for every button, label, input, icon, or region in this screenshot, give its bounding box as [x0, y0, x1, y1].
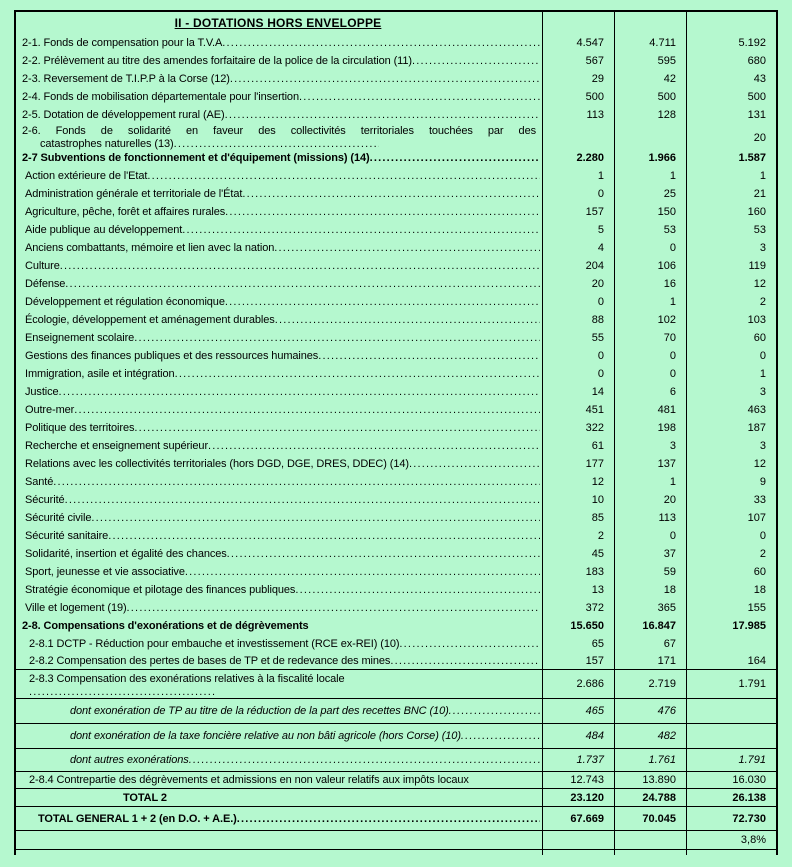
value-cell: 53 — [614, 221, 686, 239]
row-label: Solidarité, insertion et égalité des chances ..... — [16, 545, 542, 563]
value-cell: 157 — [542, 652, 614, 669]
value-cell: 0 — [542, 365, 614, 383]
value-cell: 20 — [542, 275, 614, 293]
dot-leader — [295, 584, 540, 596]
dot-leader — [370, 152, 540, 164]
row-label: Sport, jeunesse et vie associative ..... — [16, 563, 542, 581]
dot-leader — [399, 638, 540, 650]
dot-leader — [59, 386, 540, 398]
value-cell: 20 — [686, 124, 776, 151]
row-label: 2-8.3 Compensation des exonérations relatives à la fiscalité locale ..... — [16, 670, 542, 698]
value-cell: 451 — [542, 401, 614, 419]
value-cell: 53 — [686, 221, 776, 239]
row-label: TOTAL 2 — [123, 791, 167, 804]
value-cell: 0 — [614, 347, 686, 365]
table-row — [16, 509, 776, 527]
table-row — [16, 365, 776, 383]
table-row — [16, 311, 776, 329]
table-row — [16, 185, 776, 203]
value-cell: 0 — [542, 293, 614, 311]
value-cell: 1.791 — [686, 749, 776, 771]
table-row — [16, 419, 776, 437]
value-cell: 13.890 — [614, 772, 686, 788]
value-cell: 0 — [614, 239, 686, 257]
table-row — [16, 599, 776, 617]
value-cell: 500 — [542, 88, 614, 106]
value-cell: 1 — [686, 167, 776, 185]
value-cell: 465 — [542, 699, 614, 723]
row-label: Agriculture, pêche, forêt et affaires rurales ..... — [16, 203, 542, 221]
dot-leader — [134, 332, 540, 344]
table-row — [16, 203, 776, 221]
section-title: II - DOTATIONS HORS ENVELOPPE — [174, 16, 382, 30]
value-cell: 43 — [686, 70, 776, 88]
value-cell: 60 — [686, 563, 776, 581]
table-row — [16, 34, 776, 52]
value-cell: 3 — [614, 437, 686, 455]
value-cell: 61 — [542, 437, 614, 455]
value-cell: 1 — [614, 293, 686, 311]
row-label: Action extérieure de l'Etat ..... — [16, 167, 542, 185]
value-cell: 164 — [686, 652, 776, 669]
row-label: Gestions des finances publiques et des ressources humaines ..... — [16, 347, 542, 365]
dot-leader — [230, 73, 540, 85]
value-cell: 2 — [686, 545, 776, 563]
dot-leader — [461, 730, 540, 742]
value-cell: 85 — [542, 509, 614, 527]
row-label: 2-6. Fonds de solidarité en faveur des collectivités territoriales touchées par des catastrophes naturelles (13) ..... — [16, 124, 542, 151]
value-cell — [686, 724, 776, 748]
row-label: Sécurité civile ..... — [16, 509, 542, 527]
dot-leader — [449, 705, 540, 717]
value-cell: 137 — [614, 455, 686, 473]
value-cell: 20 — [614, 491, 686, 509]
table-row — [16, 788, 776, 806]
stub-cell — [542, 850, 614, 855]
value-cell: 1 — [614, 167, 686, 185]
value-cell: 481 — [614, 401, 686, 419]
value-cell: 60 — [686, 329, 776, 347]
value-cell: 12 — [686, 275, 776, 293]
table-row — [16, 52, 776, 70]
value-cell: 5.192 — [686, 34, 776, 52]
dot-leader — [182, 224, 540, 236]
dot-leader — [208, 440, 540, 452]
stub-cell — [614, 850, 686, 855]
table-row — [16, 830, 776, 849]
row-label: Écologie, développement et aménagement durables ..... — [16, 311, 542, 329]
value-cell: 365 — [614, 599, 686, 617]
row-label: 2-4. Fonds de mobilisation départementale pour l'insertion ..... — [16, 88, 542, 106]
row-label: Défense ..... — [16, 275, 542, 293]
dot-leader — [127, 602, 540, 614]
stub-cell — [16, 850, 542, 855]
value-cell: 204 — [542, 257, 614, 275]
table-row — [16, 437, 776, 455]
row-label: Relations avec les collectivités territoriales (hors DGD, DGE, DRES, DDEC) (14) ..... — [16, 455, 542, 473]
dot-leader — [237, 813, 540, 825]
dot-leader — [222, 37, 540, 49]
row-label — [16, 831, 542, 849]
value-cell: 482 — [614, 724, 686, 748]
value-cell: 4.711 — [614, 34, 686, 52]
value-cell: 4.547 — [542, 34, 614, 52]
value-cell: 2.719 — [614, 670, 686, 698]
table-row — [16, 455, 776, 473]
dot-leader — [65, 278, 540, 290]
value-cell: 13 — [542, 581, 614, 599]
value-cell: 113 — [542, 106, 614, 124]
value-cell: 45 — [542, 545, 614, 563]
value-cell: 10 — [542, 491, 614, 509]
value-cell: 16 — [614, 275, 686, 293]
table-row — [16, 545, 776, 563]
value-cell: 16.030 — [686, 772, 776, 788]
value-cell — [614, 124, 686, 151]
value-cell: 55 — [542, 329, 614, 347]
value-cell: 6 — [614, 383, 686, 401]
value-cell: 155 — [686, 599, 776, 617]
table-row — [16, 347, 776, 365]
value-cell: 4 — [542, 239, 614, 257]
value-cell: 26.138 — [686, 789, 776, 806]
dot-leader — [189, 754, 540, 766]
row-label: dont exonération de la taxe foncière relative au non bâti agricole (hors Corse) (10) ..... — [16, 724, 542, 748]
value-cell: 33 — [686, 491, 776, 509]
value-cell: 0 — [614, 527, 686, 545]
table-row — [16, 473, 776, 491]
dot-leader — [225, 206, 540, 218]
value-cell — [686, 635, 776, 652]
value-cell: 15.650 — [542, 617, 614, 635]
value-cell: 29 — [542, 70, 614, 88]
row-label: 2-2. Prélèvement au titre des amendes forfaitaire de la police de la circulation (11) ..... — [16, 52, 542, 70]
value-cell: 463 — [686, 401, 776, 419]
value-cell: 1.791 — [686, 670, 776, 698]
value-cell: 119 — [686, 257, 776, 275]
value-cell: 3 — [686, 437, 776, 455]
table-row — [16, 698, 776, 723]
row-label: dont autres exonérations ..... — [16, 749, 542, 771]
dot-leader — [91, 512, 540, 524]
value-cell: 14 — [542, 383, 614, 401]
table-row — [16, 293, 776, 311]
value-cell: 1 — [614, 473, 686, 491]
table-row — [16, 257, 776, 275]
table-row — [16, 88, 776, 106]
value-cell: 103 — [686, 311, 776, 329]
table-row — [16, 527, 776, 545]
table-row — [16, 491, 776, 509]
value-cell: 157 — [542, 203, 614, 221]
table-row — [16, 12, 776, 34]
value-cell — [542, 12, 614, 34]
value-cell: 9 — [686, 473, 776, 491]
value-cell: 42 — [614, 70, 686, 88]
dot-leader — [60, 260, 540, 272]
row-label: Outre-mer ..... — [16, 401, 542, 419]
table-bottom-stub — [16, 849, 776, 855]
table-row — [16, 239, 776, 257]
row-label: dont exonération de TP au titre de la réduction de la part des recettes BNC (10) ..... — [16, 699, 542, 723]
value-cell: 0 — [686, 347, 776, 365]
dot-leader — [175, 368, 540, 380]
value-cell: 500 — [686, 88, 776, 106]
value-cell: 567 — [542, 52, 614, 70]
row-label: Sécurité sanitaire ..... — [16, 527, 542, 545]
value-cell: 12 — [542, 473, 614, 491]
dot-leader — [29, 686, 215, 698]
row-label: 2-8. Compensations d'exonérations et de dégrèvements — [22, 620, 309, 632]
value-cell: 59 — [614, 563, 686, 581]
dot-leader — [53, 476, 540, 488]
value-cell: 500 — [614, 88, 686, 106]
value-cell: 150 — [614, 203, 686, 221]
value-cell: 1 — [686, 365, 776, 383]
value-cell: 372 — [542, 599, 614, 617]
row-label: Santé ..... — [16, 473, 542, 491]
dot-leader — [185, 566, 540, 578]
value-cell: 3,8% — [686, 831, 776, 849]
value-cell: 37 — [614, 545, 686, 563]
table-row — [16, 106, 776, 124]
row-label: Recherche et enseignement supérieur ..... — [16, 437, 542, 455]
value-cell: 102 — [614, 311, 686, 329]
value-cell: 1.761 — [614, 749, 686, 771]
value-cell: 160 — [686, 203, 776, 221]
table-row — [16, 329, 776, 347]
value-cell: 16.847 — [614, 617, 686, 635]
value-cell: 88 — [542, 311, 614, 329]
row-label: Ville et logement (19) ..... — [16, 599, 542, 617]
value-cell: 12 — [686, 455, 776, 473]
table-row — [16, 617, 776, 635]
value-cell: 1.737 — [542, 749, 614, 771]
table-row — [16, 748, 776, 771]
row-label: Enseignement scolaire ..... — [16, 329, 542, 347]
stub-cell — [686, 850, 776, 855]
value-cell: 67.669 — [542, 807, 614, 830]
row-label: 2-8.4 Contrepartie des dégrèvements et admissions en non valeur relatifs aux impôts locaux — [29, 774, 469, 786]
dot-leader — [134, 422, 540, 434]
dot-leader — [390, 655, 540, 667]
dot-leader — [318, 350, 540, 362]
value-cell: 484 — [542, 724, 614, 748]
value-cell: 1.966 — [614, 149, 686, 167]
value-cell: 70.045 — [614, 807, 686, 830]
dot-leader — [242, 188, 540, 200]
value-cell: 183 — [542, 563, 614, 581]
value-cell — [542, 831, 614, 849]
value-cell: 476 — [614, 699, 686, 723]
table-row — [16, 652, 776, 669]
value-cell: 18 — [614, 581, 686, 599]
value-cell: 0 — [542, 347, 614, 365]
value-cell: 2.280 — [542, 149, 614, 167]
value-cell: 0 — [614, 365, 686, 383]
dot-leader — [275, 314, 540, 326]
value-cell: 5 — [542, 221, 614, 239]
value-cell — [614, 831, 686, 849]
value-cell — [542, 124, 614, 151]
value-cell: 595 — [614, 52, 686, 70]
dot-leader — [299, 91, 540, 103]
value-cell: 107 — [686, 509, 776, 527]
dot-leader — [147, 170, 540, 182]
row-label: TOTAL GENERAL 1 + 2 (en D.O. + A.E.) ..... — [16, 807, 542, 830]
row-label: 2-3. Reversement de T.I.P.P à la Corse (12) ..... — [16, 70, 542, 88]
value-cell: 131 — [686, 106, 776, 124]
value-cell — [686, 12, 776, 34]
table-row — [16, 635, 776, 652]
value-cell: 67 — [614, 635, 686, 652]
value-cell: 187 — [686, 419, 776, 437]
row-label: Administration générale et territoriale de l'État ..... — [16, 185, 542, 203]
value-cell — [686, 699, 776, 723]
value-cell: 171 — [614, 652, 686, 669]
value-cell: 177 — [542, 455, 614, 473]
table-row — [16, 221, 776, 239]
row-label: Justice ..... — [16, 383, 542, 401]
dot-leader — [225, 296, 540, 308]
value-cell: 3 — [686, 383, 776, 401]
value-cell: 2.686 — [542, 670, 614, 698]
table-row — [16, 401, 776, 419]
table-row — [16, 275, 776, 293]
table-row — [16, 563, 776, 581]
table-row — [16, 581, 776, 599]
value-cell: 65 — [542, 635, 614, 652]
value-cell: 23.120 — [542, 789, 614, 806]
value-cell: 24.788 — [614, 789, 686, 806]
row-label: Immigration, asile et intégration ..... — [16, 365, 542, 383]
dot-leader — [274, 242, 540, 254]
table-row — [16, 723, 776, 748]
dot-leader — [74, 404, 540, 416]
value-cell: 680 — [686, 52, 776, 70]
dot-leader — [409, 458, 540, 470]
row-label: 2-8.2 Compensation des pertes de bases de TP et de redevance des mines ..... — [16, 652, 542, 669]
value-cell: 0 — [542, 185, 614, 203]
dot-leader — [225, 109, 540, 121]
table-row — [16, 149, 776, 167]
row-label: Aide publique au développement ..... — [16, 221, 542, 239]
table-row — [16, 167, 776, 185]
table-row — [16, 669, 776, 698]
table-row — [16, 70, 776, 88]
value-cell: 1.587 — [686, 149, 776, 167]
row-label: 2-8.1 DCTP - Réduction pour embauche et investissement (RCE ex-REI) (10) ..... — [16, 635, 542, 652]
table-row — [16, 124, 776, 149]
table-row — [16, 383, 776, 401]
dot-leader — [412, 55, 540, 67]
value-cell: 3 — [686, 239, 776, 257]
row-label: 2-5. Dotation de développement rural (AE) ..... — [16, 106, 542, 124]
value-cell: 70 — [614, 329, 686, 347]
table-row — [16, 771, 776, 788]
budget-table — [14, 10, 778, 855]
table-body — [16, 34, 776, 849]
row-label: 2-1. Fonds de compensation pour la T.V.A ..... — [16, 34, 542, 52]
dot-leader — [227, 548, 540, 560]
value-cell: 322 — [542, 419, 614, 437]
table-row — [16, 806, 776, 830]
row-label: Développement et régulation économique ..... — [16, 293, 542, 311]
title-cell — [16, 12, 542, 34]
row-label: Stratégie économique et pilotage des finances publiques ..... — [16, 581, 542, 599]
value-cell: 2 — [686, 293, 776, 311]
row-label: Politique des territoires ..... — [16, 419, 542, 437]
dot-leader — [108, 530, 540, 542]
value-cell: 106 — [614, 257, 686, 275]
value-cell: 113 — [614, 509, 686, 527]
value-cell: 198 — [614, 419, 686, 437]
row-label: 2-7 Subventions de fonctionnement et d'équipement (missions) (14) ..... — [16, 149, 542, 167]
value-cell: 25 — [614, 185, 686, 203]
row-label: Culture ..... — [16, 257, 542, 275]
row-label: Anciens combattants, mémoire et lien avec la nation ..... — [16, 239, 542, 257]
value-cell: 128 — [614, 106, 686, 124]
value-cell: 1 — [542, 167, 614, 185]
value-cell: 21 — [686, 185, 776, 203]
row-label: Sécurité ..... — [16, 491, 542, 509]
value-cell: 17.985 — [686, 617, 776, 635]
value-cell: 0 — [686, 527, 776, 545]
value-cell: 72.730 — [686, 807, 776, 830]
value-cell: 18 — [686, 581, 776, 599]
dot-leader — [65, 494, 540, 506]
value-cell — [614, 12, 686, 34]
value-cell: 12.743 — [542, 772, 614, 788]
value-cell: 2 — [542, 527, 614, 545]
